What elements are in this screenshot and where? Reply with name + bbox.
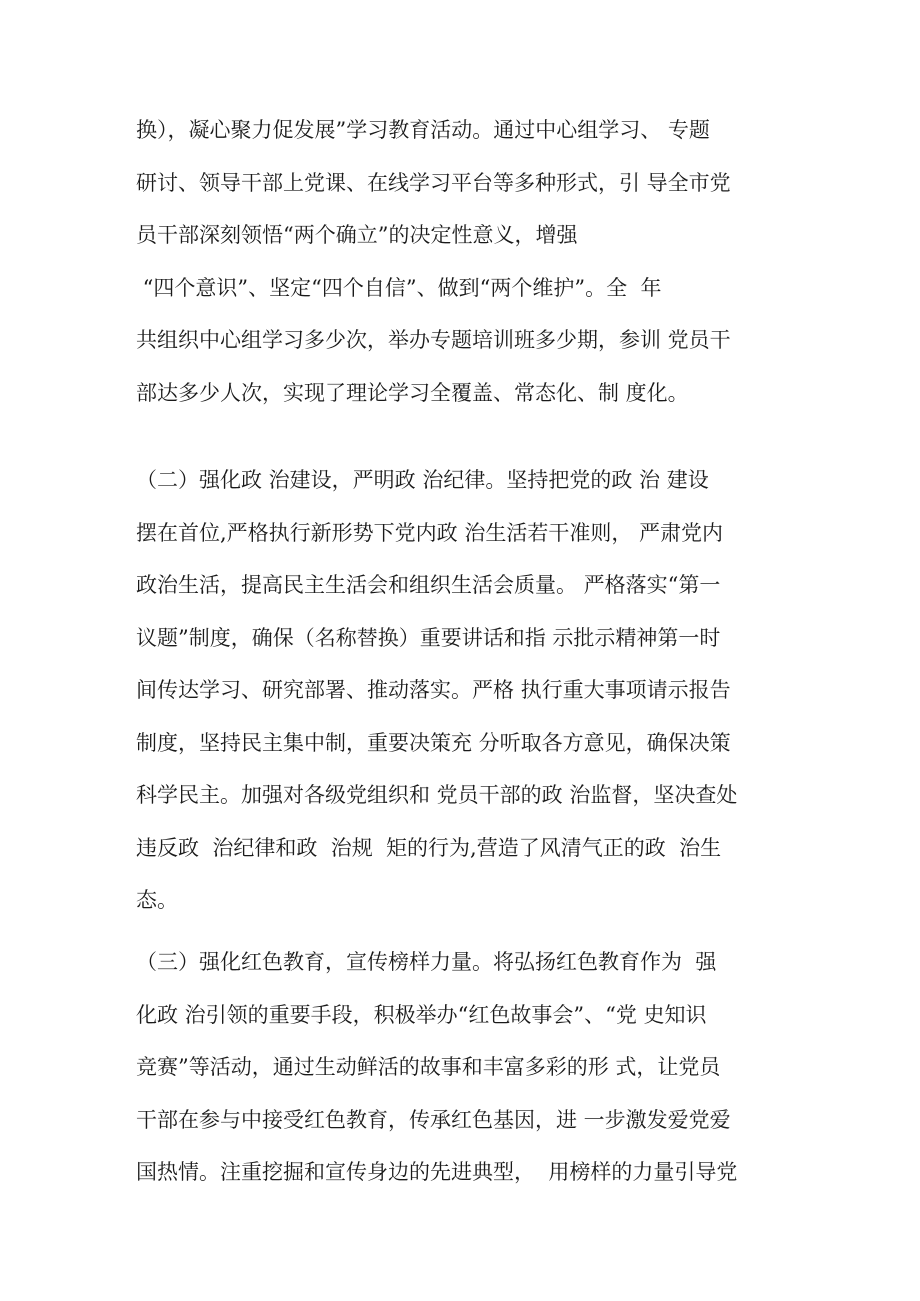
text-line: 间传达学习、研究部署、推动落实。严格 执行重大事项请示报告 — [136, 678, 731, 702]
text-line: 制度，坚持民主集中制，重要决策充 分听取各方意见，确保决策 — [136, 730, 731, 755]
text-line: 研讨、领导干部上党课、在线学习平台等多种形式，引 导全市党 — [136, 170, 731, 195]
text-line: 议题”制度，确保（名称替换）重要讲话和指 示批示精神第一时 — [136, 625, 721, 650]
text-line: 违反政 治纪律和政 治规 矩的行为,营造了风清气正的政 治生 — [136, 835, 722, 860]
text-line: 干部在参与中接受红色教育，传承红色基因，进 一步激发爱党爱 — [136, 1107, 731, 1132]
text-line: “四个意识”、坚定“四个自信”、做到“两个维护”。全 年 — [136, 275, 662, 300]
text-line: 科学民主。加强对各级党组织和 党员干部的政 治监督，坚决查处 — [136, 783, 738, 807]
text-line: 换），凝心聚力促发展”学习教育活动。通过中心组学习、 专题 — [136, 118, 710, 142]
text-line: 国热情。注重挖掘和宣传身边的先进典型， 用榜样的力量引导党 — [136, 1160, 738, 1184]
text-line: 共组织中心组学习多少次，举办专题培训班多少期，参训 党员干 — [136, 328, 731, 352]
paragraph-study-education — [136, 104, 796, 419]
text-line: 政治生活，提高民主生活会和组织生活会质量。 严格落实“第一 — [136, 573, 721, 597]
text-line: 竞赛”等活动，通过生动鲜活的故事和丰富多彩的形 式，让党员 — [136, 1055, 721, 1079]
paragraph-red-education — [136, 936, 796, 1199]
text-line: 摆在首位,严格执行新形势下党内政 治生活若干准则， 严肃党内 — [136, 520, 724, 545]
text-line: 员干部深刻领悟“两个确立”的决定性意义，增强 — [136, 223, 578, 247]
paragraph-political-construction — [136, 454, 796, 927]
text-line: （二）强化政 治建设，严明政 治纪律。坚持把党的政 治 建设 — [136, 468, 709, 492]
text-line: 部达多少人次，实现了理论学习全覆盖、常态化、制 度化。 — [136, 380, 689, 405]
text-line: 态。 — [136, 888, 178, 912]
text-line: 化政 治引领的重要手段，积极举办“红色故事会”、“党 史知识 — [136, 1002, 707, 1027]
text-line: （三）强化红色教育，宣传榜样力量。将弘扬红色教育作为 强 — [136, 950, 717, 974]
